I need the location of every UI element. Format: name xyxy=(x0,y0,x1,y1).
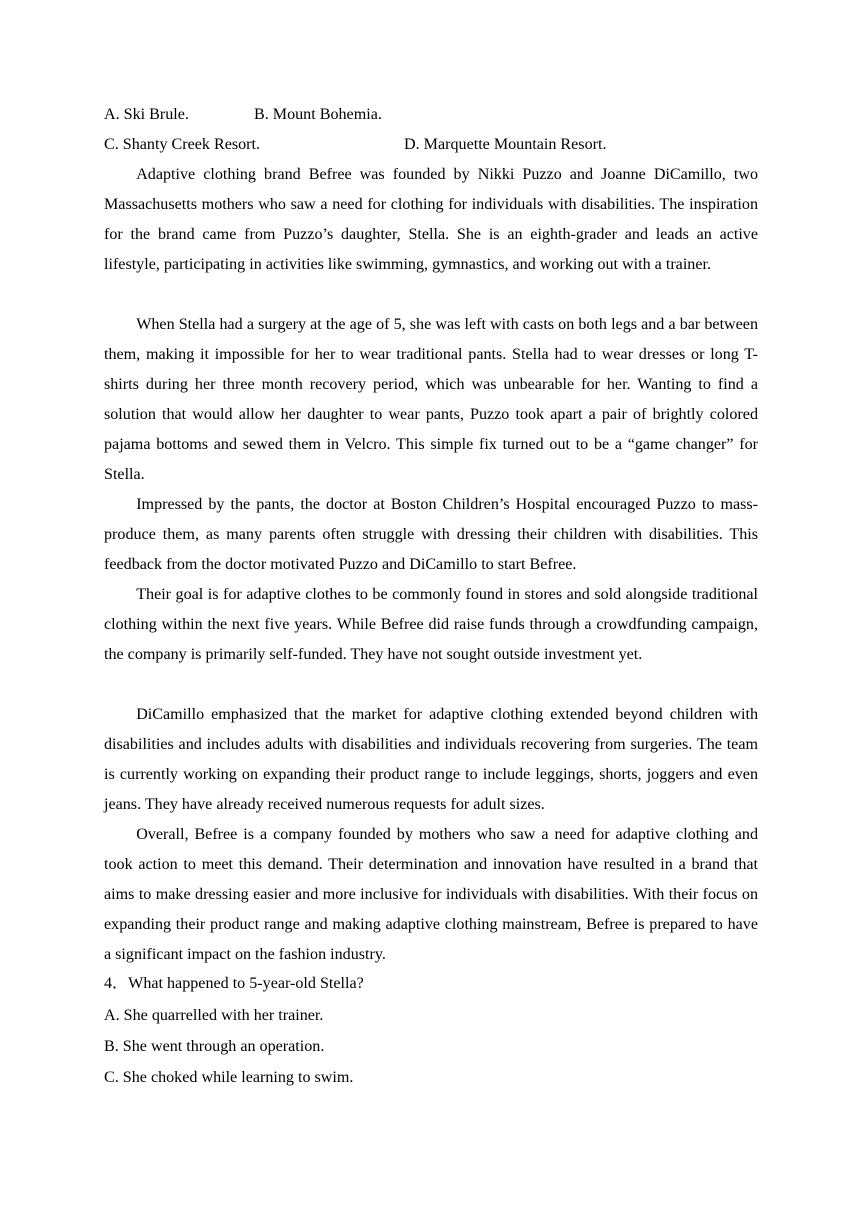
option-a: A. Ski Brule. xyxy=(104,106,189,123)
passage-paragraph-4: Their goal is for adaptive clothes to be commonly found in stores and sold alongside traditional clothing within the next five years. While Befree did raise funds through a crowdfunding campaign, the company is primarily self-funded. They have not sought outside investment yet. xyxy=(104,586,758,663)
question-4-option-b: B. She went through an operation. xyxy=(104,1038,325,1055)
prev-question-options-row-2 xyxy=(104,135,764,155)
option-b: B. Mount Bohemia. xyxy=(254,106,382,123)
option-d: D. Marquette Mountain Resort. xyxy=(404,136,607,153)
passage-paragraph-1: Adaptive clothing brand Befree was founded by Nikki Puzzo and Joanne DiCamillo, two Massachusetts mothers who saw a need for clothing for individuals with disabilities. The inspiration for the brand came from Puzzo’s daughter, Stella. She is an eighth-grader and leads an active lifestyle, participating in activities like swimming, gymnastics, and working out with a trainer. xyxy=(104,166,758,273)
passage-paragraph-3: Impressed by the pants, the doctor at Boston Children’s Hospital encouraged Puzzo to mass-produce them, as many parents often struggle with dressing their children with disabilities. This feedback from the doctor motivated Puzzo and DiCamillo to start Befree. xyxy=(104,496,758,573)
passage-paragraph-6: Overall, Befree is a company founded by mothers who saw a need for adaptive clothing and took action to meet this demand. Their determination and innovation have resulted in a brand that aims to make dressing easier and more inclusive for individuals with disabilities. With their focus on expanding their product range and making adaptive clothing mainstream, Befree is prepared to have a significant impact on the fashion industry. xyxy=(104,826,758,963)
prev-question-options-row-1 xyxy=(104,105,764,125)
question-4-option-a: A. She quarrelled with her trainer. xyxy=(104,1007,324,1024)
passage-paragraph-2: When Stella had a surgery at the age of 5, she was left with casts on both legs and a bar between them, making it impossible for her to wear traditional pants. Stella had to wear dresses or long T-shirts during her three month recovery period, which was unbearable for her. Wanting to find a solution that would allow her daughter to wear pants, Puzzo took apart a pair of brightly colored pajama bottoms and sewed them in Velcro. This simple fix turned out to be a “game changer” for Stella. xyxy=(104,316,758,483)
option-c: C. Shanty Creek Resort. xyxy=(104,136,261,153)
question-4-option-c: C. She choked while learning to swim. xyxy=(104,1069,354,1086)
question-4-stem: 4．What happened to 5-year-old Stella? xyxy=(104,975,364,992)
passage-paragraph-5: DiCamillo emphasized that the market for adaptive clothing extended beyond children with disabilities and includes adults with disabilities and individuals recovering from surgeries. The team is currently working on expanding their product range to include leggings, shorts, joggers and even jeans. They have already received numerous requests for adult sizes. xyxy=(104,706,758,813)
